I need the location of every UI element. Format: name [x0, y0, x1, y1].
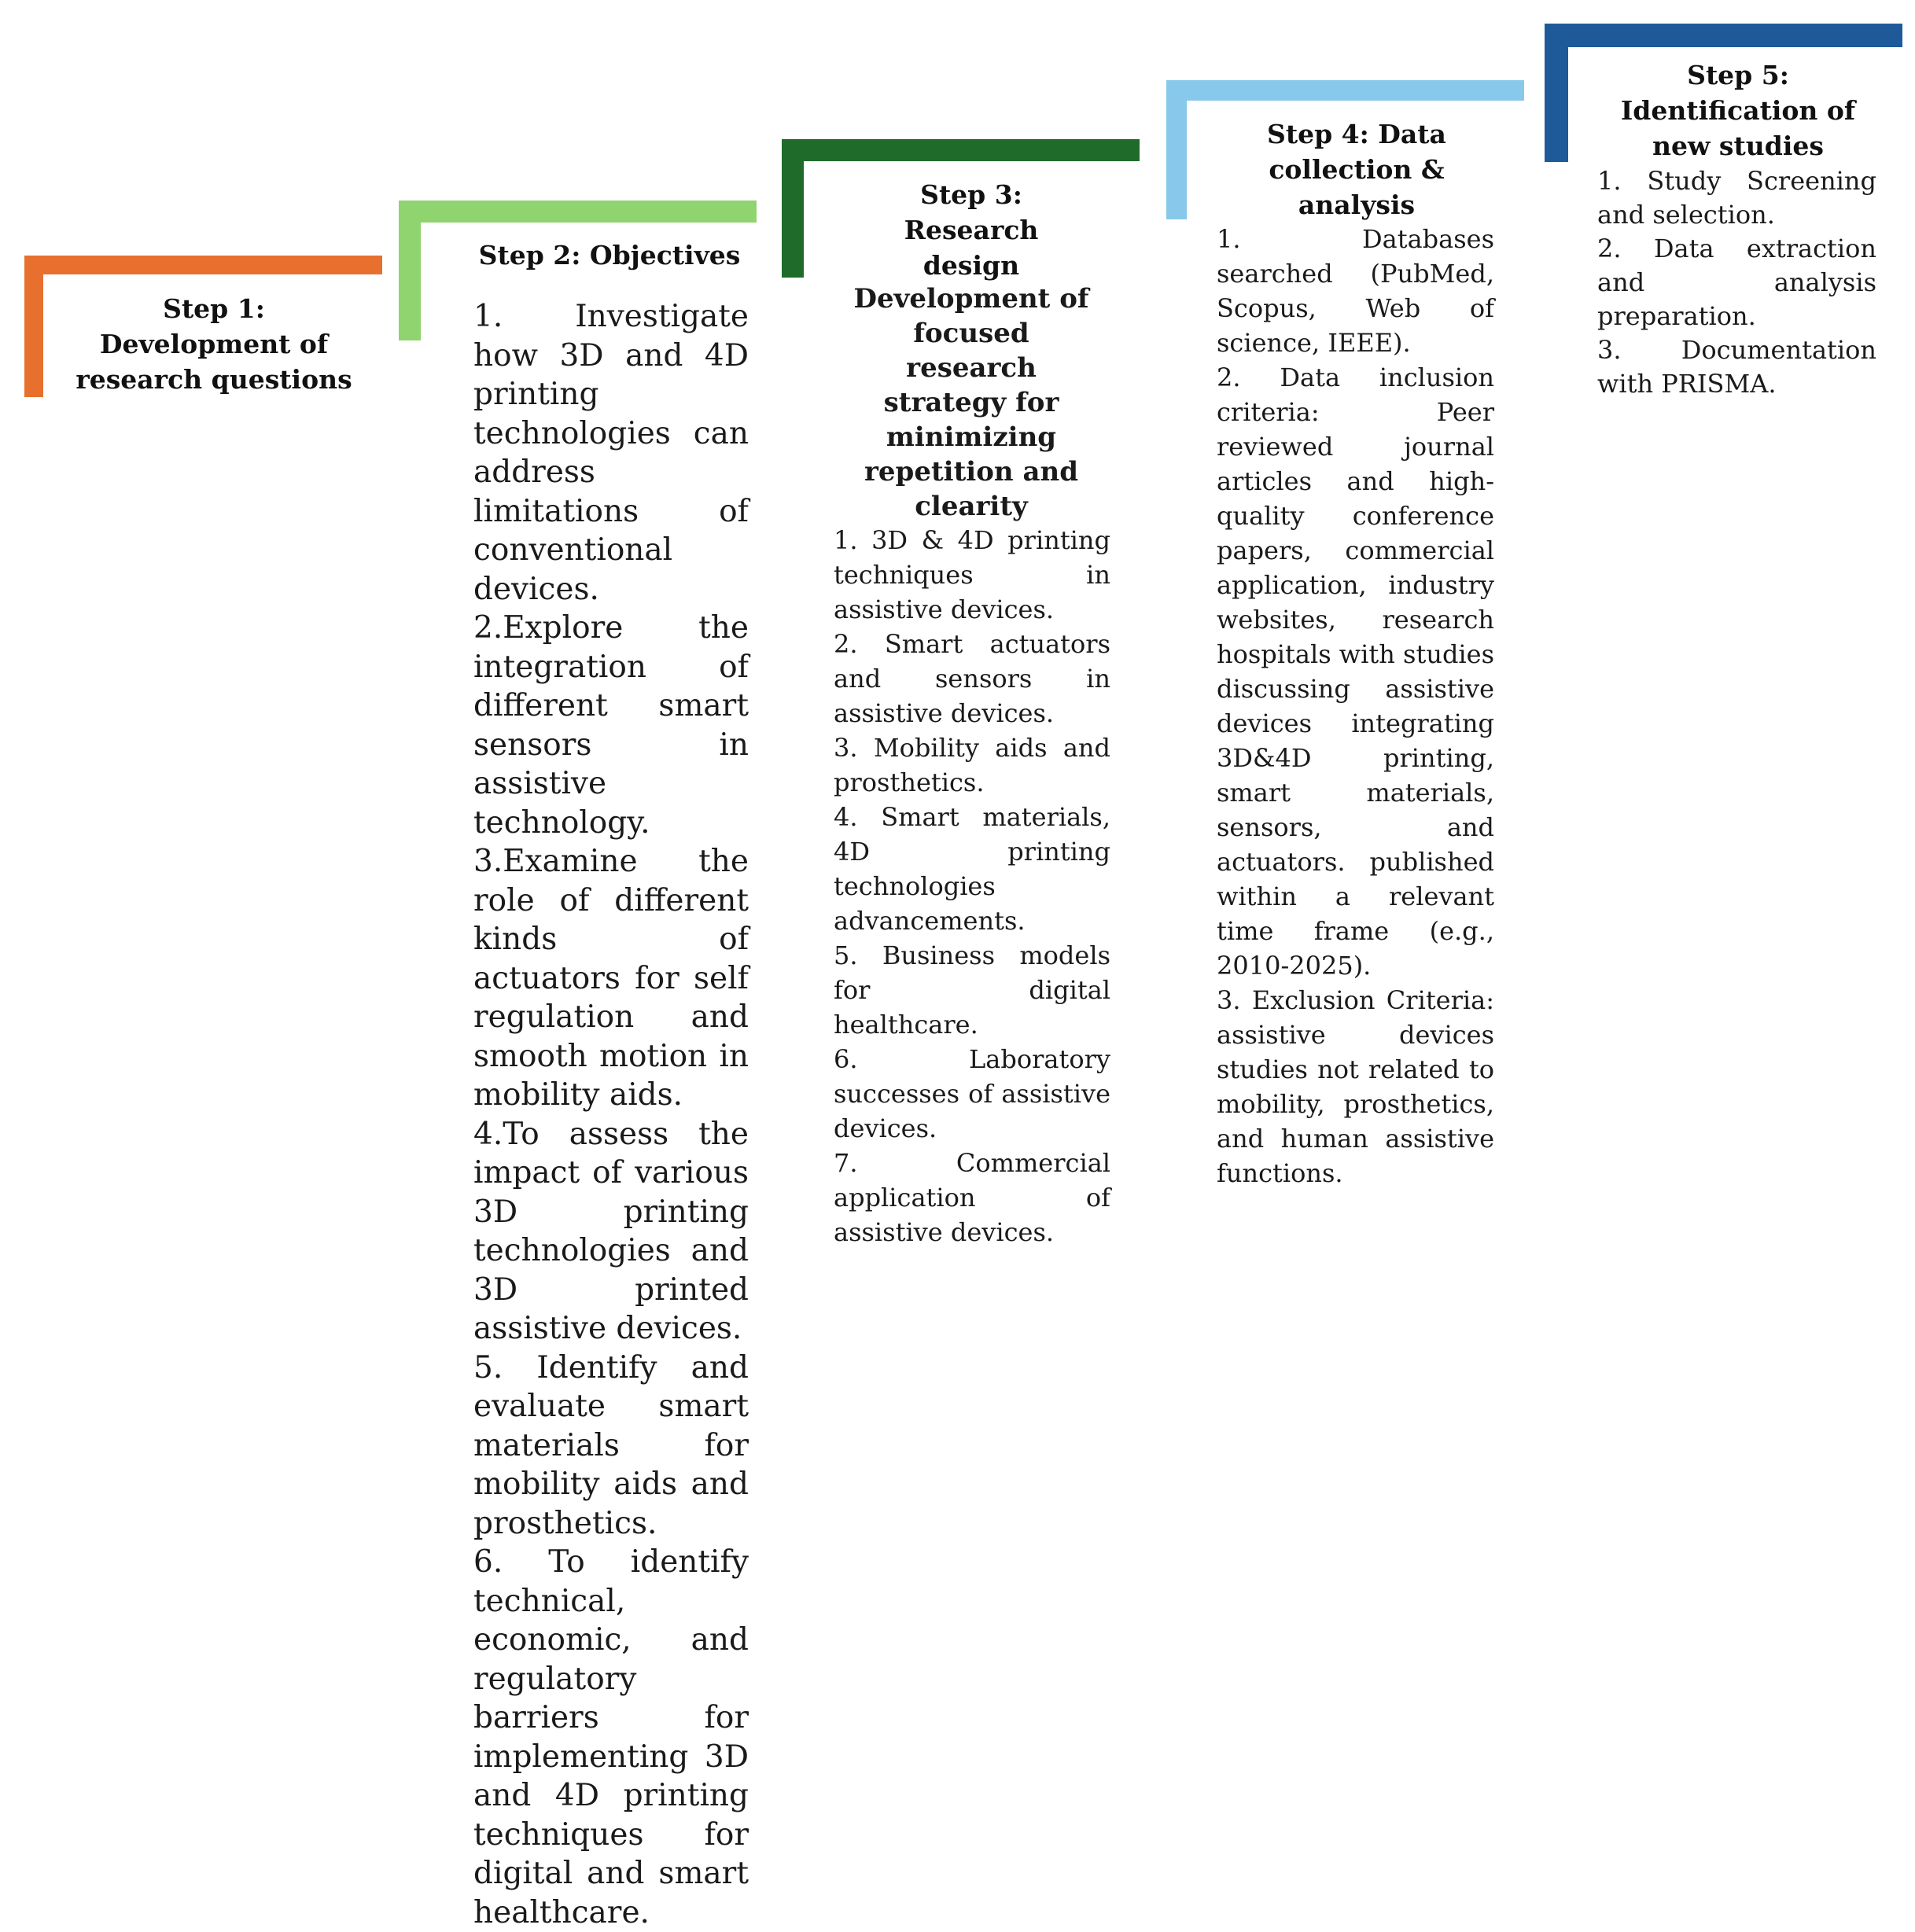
step3-bracket-left — [782, 139, 804, 278]
step2-objectives-list — [473, 297, 749, 1932]
collection-item-3: 3. Exclusion Criteria: assistive devices studies not related to mobility, prosthetics, and human assistive functions. — [1217, 985, 1494, 1188]
step4-bracket-left — [1166, 80, 1187, 219]
collection-item-2: 2. Data inclusion criteria: Peer reviewed journal articles and high-quality conference papers, commercial application, industry websites, research hospitals with studies discussing assistive devices integrating 3D&4D printing, smart materials, sensors, and actuators. published within a relevant time frame (e.g., 2010-2025). — [1217, 362, 1495, 981]
step1-bracket-left — [24, 256, 43, 397]
collection-item-1: 1. Databases searched (PubMed, Scopus, Web of science, IEEE). — [1217, 224, 1494, 358]
identification-item-3: 3. Documentation with PRISMA. — [1597, 335, 1876, 399]
step5-title: Step 5: Identification of new studies — [1620, 60, 1856, 161]
step1-bracket-top — [24, 256, 382, 274]
step5-identification-list — [1597, 164, 1876, 401]
step4-title: Step 4: Data collection & analysis — [1267, 119, 1446, 220]
objective-item-6: 6. To identify technical, economic, and regulatory barriers for implementing 3D and 4D printing techniques for digital and smart healthcare. — [473, 1544, 749, 1930]
step5-bracket-left — [1545, 24, 1568, 162]
step3-title: Step 3: Research design — [904, 179, 1039, 281]
design-item-2: 2. Smart actuators and sensors in assistive devices. — [834, 629, 1110, 728]
design-item-5: 5. Business models for digital healthcare. — [834, 940, 1110, 1040]
step4-collection-list — [1217, 222, 1494, 1190]
step3-bracket-top — [782, 139, 1140, 161]
objective-item-3: 3.Examine the role of different kinds of actuators for self regulation and smooth motion in mobility aids. — [473, 844, 749, 1113]
step4-bracket-top — [1166, 80, 1524, 101]
step2-bracket-left — [399, 201, 421, 340]
objective-item-1: 1. Investigate how 3D and 4D printing technologies can address limitations of conventional devices. — [473, 299, 749, 607]
objective-item-5: 5. Identify and evaluate smart materials for mobility aids and prosthetics. — [473, 1349, 749, 1541]
design-item-1: 1. 3D & 4D printing techniques in assistive devices. — [834, 525, 1110, 624]
design-item-4: 4. Smart materials, 4D printing technologies advancements. — [834, 802, 1110, 936]
step5-bracket-top — [1545, 24, 1902, 47]
design-item-7: 7. Commercial application of assistive devices. — [834, 1148, 1110, 1247]
identification-item-1: 1. Study Screening and selection. — [1597, 166, 1876, 230]
design-item-6: 6. Laboratory successes of assistive devices. — [834, 1044, 1110, 1143]
step3-subtitle: Development of focused research strategy for minimizing repetition and clearity — [853, 283, 1089, 522]
identification-item-2: 2. Data extraction and analysis preparation. — [1597, 234, 1876, 331]
step2-title: Step 2: Objectives — [478, 240, 741, 270]
design-item-3: 3. Mobility aids and prosthetics. — [834, 733, 1110, 797]
step3-design-list — [834, 523, 1110, 1249]
objective-item-4: 4.To assess the impact of various 3D printing technologies and 3D printed assistive devices. — [473, 1116, 749, 1346]
objective-item-2: 2.Explore the integration of different smart sensors in assistive technology. — [473, 610, 749, 841]
step1-title: Step 1: Development of research questions — [75, 293, 352, 395]
step2-bracket-top — [399, 201, 757, 223]
